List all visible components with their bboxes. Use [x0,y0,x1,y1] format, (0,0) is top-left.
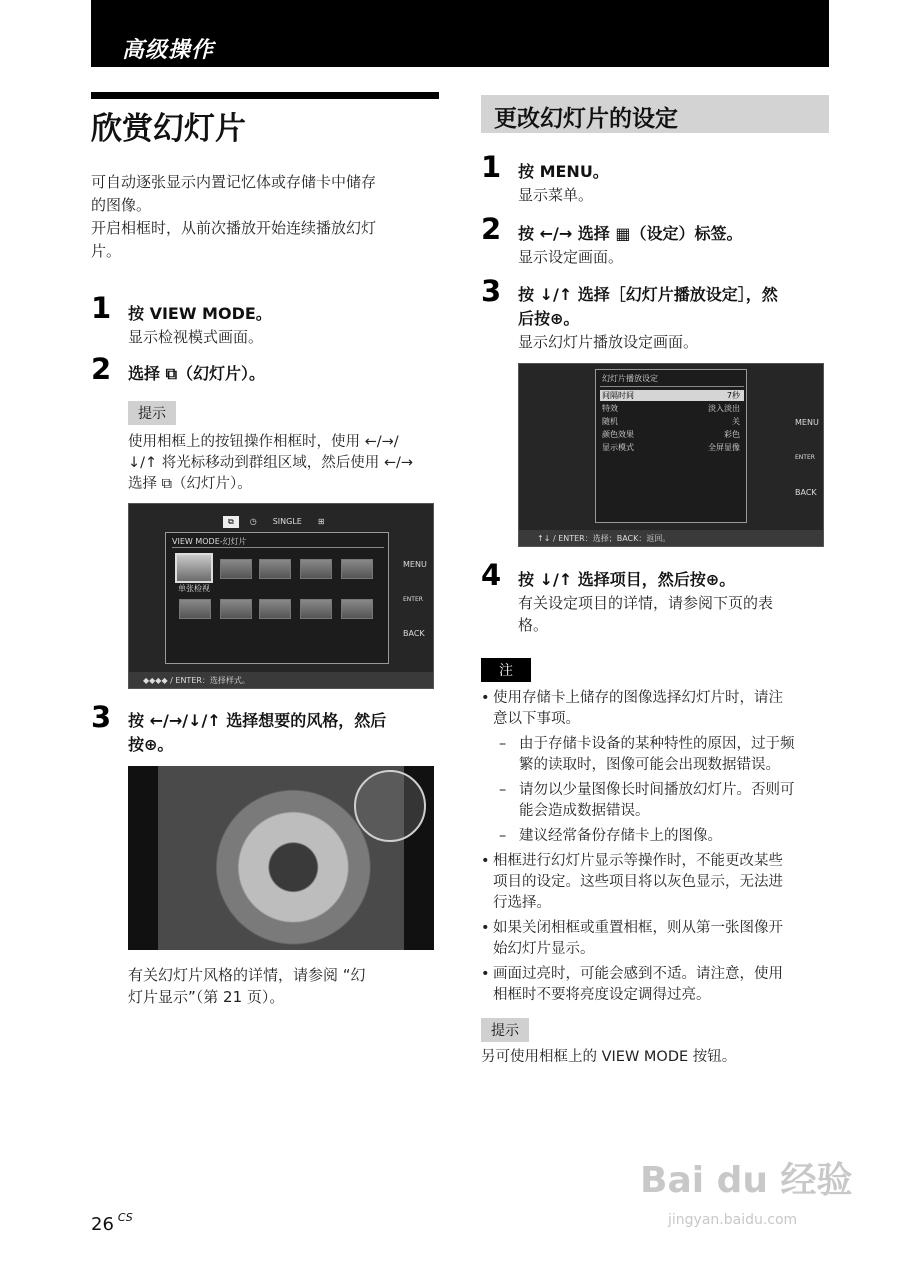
step-title: 按 ←/→/↓/↑ 选择想要的风格，然后 按⊕。 [128,711,387,754]
watermark-logo: Bai du 经验 [640,1160,853,1201]
step-title: 按 VIEW MODE。 [128,304,272,323]
step-number: 2 [91,352,112,386]
panel-title: 幻灯片播放设定 [602,374,658,383]
note-tag: 注 [481,658,531,682]
style-thumbnail[interactable] [341,559,373,579]
style-thumbnail[interactable] [300,599,332,619]
hint-tag: 提示 [128,401,176,425]
menu-label: MENU [795,418,819,427]
note-dash: – 由于存储卡设备的某种特性的原因，过于频 繁的读取时，图像可能会出现数据错误。 [499,736,795,773]
step-title: 按 MENU。 [518,162,609,181]
step-number: 3 [481,274,502,308]
tab-slideshow[interactable]: ⧉ [223,516,239,528]
note-list [481,688,826,1006]
section-title: 高级操作 [122,38,215,63]
settings-screen [518,363,824,547]
mode-tabs [223,516,330,528]
view-mode-screen [128,503,434,689]
style-thumbnail[interactable] [220,599,252,619]
title-rule [91,92,439,99]
settings-row[interactable]: 显示模式 全屏显像 [602,443,740,452]
tab-index[interactable]: ⊞ [317,517,325,526]
style-thumbnail-selected[interactable] [175,553,213,583]
style-thumbnail[interactable] [341,599,373,619]
step-number: 3 [91,700,112,734]
intro-text: 可自动逐张显示内置记忆体或存储卡中储存 的图像。 开启相框时，从前次播放开始连续播放幻灯 片。 [91,173,377,260]
settings-row[interactable]: 特效 淡入淡出 [602,404,740,413]
panel-title: VIEW MODE-幻灯片 [172,537,247,546]
page-number: 26 $^{CS}$ [91,1211,133,1235]
status-bar: ↑↓ / ENTER：选择；BACK：返回。 [519,530,823,546]
style-thumbnail[interactable] [220,559,252,579]
menu-label: MENU [403,560,427,569]
style-thumbnail[interactable] [179,599,211,619]
step-body: 显示检视模式画面。 [128,328,264,346]
tab-clock[interactable]: ◷ [249,517,257,526]
back-label: BACK [403,629,425,638]
step-number: 4 [481,558,502,592]
step-title: 按 ←/→ 选择 ▦（设定）标签。 [518,224,743,243]
slideshow-panel [165,532,389,664]
style-thumbnail[interactable] [259,599,291,619]
sunflower-photo [128,766,434,950]
style-thumbnail[interactable] [300,559,332,579]
enter-label: ENTER [795,454,815,461]
step-body: 显示设定画面。 [518,248,624,266]
style-label: 单张检视 [178,584,210,593]
note-dash: – 请勿以少量图像长时间播放幻灯片。否则可 能会造成数据错误。 [499,782,795,819]
tab-single[interactable]: SINGLE [272,517,302,526]
hint-text: 使用相框上的按钮操作相框时，使用 ←/→/ ↓/↑ 将光标移动到群组区域，然后使用 ←/→ 选择 ⧉（幻灯片）。 [128,434,414,492]
divider [172,547,384,548]
settings-row[interactable]: 随机 关 [602,417,740,426]
step-title: 选择 ⧉（幻灯片）。 [128,364,265,383]
note-bullet: • 相框进行幻灯片显示等操作时，不能更改某些 项目的设定。这些项目将以灰色显示，无法进 行选择。 [481,853,783,911]
settings-panel [595,369,747,523]
note-dash: – 建议经常备份存储卡上的图像。 [499,828,722,844]
status-bar: ◆◆◆◆ / ENTER：选择样式。 [129,672,433,688]
hint-text: 另可使用相框上的 VIEW MODE 按钮。 [481,1049,737,1065]
note-bullet: • 使用存储卡上储存的图像选择幻灯片时，请注 意以下事项。 [481,690,783,727]
settings-row-selected[interactable]: 间隔时间 7秒 [600,390,744,401]
divider [600,386,744,387]
hint-tag: 提示 [481,1018,529,1042]
note-bullet: • 如果关闭相框或重置相框，则从第一张图像开 始幻灯片显示。 [481,920,783,957]
enter-label: ENTER [403,596,423,603]
step-title: 按 ↓/↑ 选择项目，然后按⊕。 [518,570,736,589]
step-body: 显示菜单。 [518,186,594,204]
clock-icon [354,770,426,842]
note-bullet: • 画面过亮时，可能会感到不适。请注意，使用 相框时不要将亮度设定调得过亮。 [481,966,783,1003]
step-body: 显示幻灯片播放设定画面。 [518,333,699,351]
style-thumbnail[interactable] [259,559,291,579]
back-label: BACK [795,488,817,497]
caption-text: 有关幻灯片风格的详情，请参阅 “幻 灯片显示”（第 21 页）。 [128,966,366,1006]
step-number: 2 [481,212,502,246]
step-number: 1 [91,291,112,325]
step-number: 1 [481,150,502,184]
page-title: 欣赏幻灯片 [91,111,246,147]
watermark-url: jingyan.baidu.com [668,1212,798,1228]
step-body: 有关设定项目的详情，请参阅下页的表 格。 [518,594,774,634]
step-title: 按 ↓/↑ 选择［幻灯片播放设定］，然 后按⊕。 [518,285,778,328]
subtitle: 更改幻灯片的设定 [494,106,678,132]
settings-row[interactable]: 颜色效果 彩色 [602,430,740,439]
